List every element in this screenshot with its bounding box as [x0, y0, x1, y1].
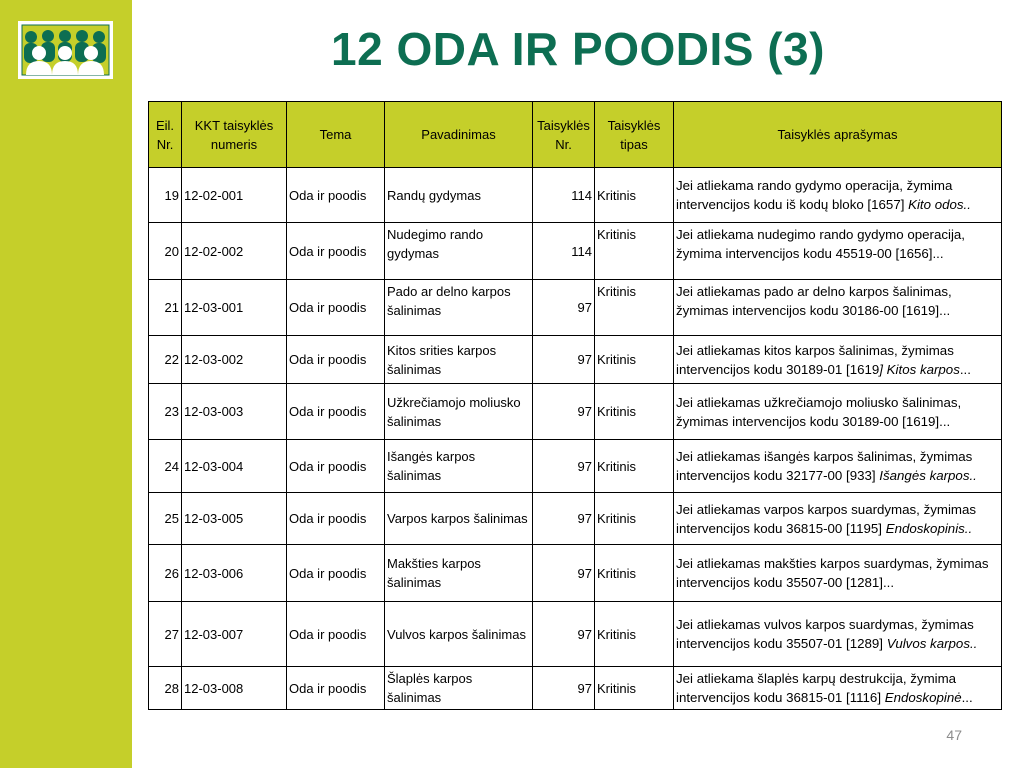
cell-kkt: 12-03-008 [182, 667, 287, 710]
desc-italic: Kito odos.. [908, 197, 971, 212]
cell-taisykles-nr: 97 [533, 545, 595, 602]
cell-kkt: 12-03-006 [182, 545, 287, 602]
desc-end: ... [959, 361, 971, 377]
table-header-row [149, 102, 1002, 168]
desc-italic: ] Kitos karpos [879, 361, 960, 377]
cell-nr: 22 [149, 336, 182, 384]
page-title: 12 ODA IR POODIS (3) [331, 23, 825, 75]
desc-text: Jei atliekamas užkrečiamojo moliusko šalinimas, žymimas intervencijos kodu 30189-00 [1619]... [676, 394, 962, 429]
cell-nr: 23 [149, 384, 182, 440]
cell-tema: Oda ir poodis [287, 223, 385, 280]
cell-aprasymas [674, 493, 1002, 545]
logo [18, 21, 113, 79]
desc-italic: Endoskopinė [884, 690, 962, 705]
desc-text: Jei atliekamas varpos karpos suardymas, žymimas intervencijos kodu 36815-00 [1195] [676, 501, 977, 536]
desc-text: Jei atliekamas kitos karpos šalinimas, žymimas intervencijos kodu 30189-01 [1619 [676, 342, 954, 377]
cell-kkt: 12-03-007 [182, 602, 287, 667]
cell-pavadinimas: Užkrečiamojo moliusko šalinimas [385, 384, 533, 440]
desc-text: Jei atliekama rando gydymo operacija, žymima intervencijos kodu iš kodų bloko [1657] [676, 178, 953, 212]
cell-tema: Oda ir poodis [287, 384, 385, 440]
cell-pavadinimas: Išangės karpos šalinimas [385, 440, 533, 493]
desc-text: Jei atliekamas makšties karpos suardymas, žymimas intervencijos kodu 35507-00 [1281]... [676, 556, 989, 590]
cell-tema: Oda ir poodis [287, 545, 385, 602]
table-row [149, 493, 1002, 545]
cell-kkt: 12-02-002 [182, 223, 287, 280]
cell-nr: 19 [149, 168, 182, 223]
cell-tipas: Kritinis [595, 440, 674, 493]
cell-tipas: Kritinis [595, 168, 674, 223]
cell-aprasymas [674, 280, 1002, 336]
people-group-icon [18, 21, 113, 79]
cell-aprasymas [674, 384, 1002, 440]
cell-pavadinimas: Kitos srities karpos šalinimas [385, 336, 533, 384]
table-row [149, 336, 1002, 384]
cell-nr: 26 [149, 545, 182, 602]
cell-kkt: 12-03-003 [182, 384, 287, 440]
cell-taisykles-nr: 97 [533, 440, 595, 493]
cell-taisykles-nr: 97 [533, 493, 595, 545]
rules-table [148, 101, 1002, 710]
cell-aprasymas [674, 223, 1002, 280]
cell-tipas: Kritinis [595, 223, 674, 280]
header-tipas: Taisyklės tipas [595, 102, 674, 168]
cell-taisykles-nr: 97 [533, 280, 595, 336]
cell-aprasymas [674, 336, 1002, 384]
cell-taisykles-nr: 97 [533, 602, 595, 667]
cell-aprasymas [674, 545, 1002, 602]
cell-tema: Oda ir poodis [287, 168, 385, 223]
cell-kkt: 12-03-005 [182, 493, 287, 545]
desc-text: Jei atliekamas išangės karpos šalinimas, žymimas intervencijos kodu 32177-00 [933] [676, 449, 973, 483]
desc-end: ... [961, 690, 973, 705]
desc-italic: Vulvos karpos.. [886, 636, 978, 651]
header-pavadinimas: Pavadinimas [385, 102, 533, 168]
cell-nr: 21 [149, 280, 182, 336]
cell-aprasymas [674, 440, 1002, 493]
table-row [149, 545, 1002, 602]
cell-tema: Oda ir poodis [287, 336, 385, 384]
page-number: 47 [946, 727, 962, 743]
cell-aprasymas [674, 168, 1002, 223]
cell-nr: 25 [149, 493, 182, 545]
cell-taisykles-nr: 114 [533, 168, 595, 223]
cell-pavadinimas: Makšties karpos šalinimas [385, 545, 533, 602]
table-row [149, 223, 1002, 280]
cell-tipas: Kritinis [595, 384, 674, 440]
header-taisykles-nr: Taisyklės Nr. [533, 102, 595, 168]
cell-tipas: Kritinis [595, 602, 674, 667]
cell-tipas: Kritinis [595, 493, 674, 545]
table-row [149, 440, 1002, 493]
cell-tipas: Kritinis [595, 545, 674, 602]
cell-pavadinimas: Varpos karpos šalinimas [385, 493, 533, 545]
header-eil-nr: Eil. Nr. [149, 102, 182, 168]
desc-text: Jei atliekamas pado ar delno karpos šalinimas, žymimas intervencijos kodu 30186-00 [1619]... [676, 284, 952, 318]
table-row [149, 168, 1002, 223]
table-row [149, 384, 1002, 440]
table-row [149, 667, 1002, 710]
cell-tipas: Kritinis [595, 667, 674, 710]
cell-pavadinimas: Vulvos karpos šalinimas [385, 602, 533, 667]
cell-tema: Oda ir poodis [287, 440, 385, 493]
cell-tema: Oda ir poodis [287, 602, 385, 667]
cell-pavadinimas: Nudegimo rando gydymas [385, 223, 533, 280]
cell-nr: 28 [149, 667, 182, 710]
desc-italic: Išangės karpos.. [879, 468, 977, 483]
cell-pavadinimas: Šlaplės karpos šalinimas [385, 667, 533, 710]
cell-pavadinimas: Pado ar delno karpos šalinimas [385, 280, 533, 336]
cell-taisykles-nr: 97 [533, 667, 595, 710]
desc-text: Jei atliekamas vulvos karpos suardymas, žymimas intervencijos kodu 35507-01 [1289] [676, 617, 974, 651]
cell-tipas: Kritinis [595, 336, 674, 384]
header-aprasymas: Taisyklės aprašymas [674, 102, 1002, 168]
cell-pavadinimas: Randų gydymas [385, 168, 533, 223]
cell-kkt: 12-03-002 [182, 336, 287, 384]
cell-tema: Oda ir poodis [287, 493, 385, 545]
left-sidebar-band [0, 0, 132, 768]
cell-taisykles-nr: 97 [533, 336, 595, 384]
cell-tema: Oda ir poodis [287, 667, 385, 710]
table-row [149, 602, 1002, 667]
header-tema: Tema [287, 102, 385, 168]
desc-text: Jei atliekama nudegimo rando gydymo operacija, žymima intervencijos kodu 45519-00 [1656]... [676, 227, 965, 261]
cell-kkt: 12-03-001 [182, 280, 287, 336]
cell-nr: 24 [149, 440, 182, 493]
table-row [149, 280, 1002, 336]
cell-kkt: 12-03-004 [182, 440, 287, 493]
cell-nr: 27 [149, 602, 182, 667]
header-kkt-number: KKT taisyklės numeris [182, 102, 287, 168]
cell-aprasymas [674, 667, 1002, 710]
cell-tema: Oda ir poodis [287, 280, 385, 336]
cell-taisykles-nr: 97 [533, 384, 595, 440]
desc-italic: Endoskopinis.. [885, 520, 973, 536]
cell-taisykles-nr: 114 [533, 223, 595, 280]
desc-text: Jei atliekama šlaplės karpų destrukcija, žymima intervencijos kodu 36815-01 [1116] [676, 671, 957, 705]
cell-aprasymas [674, 602, 1002, 667]
cell-kkt: 12-02-001 [182, 168, 287, 223]
cell-nr: 20 [149, 223, 182, 280]
cell-tipas: Kritinis [595, 280, 674, 336]
